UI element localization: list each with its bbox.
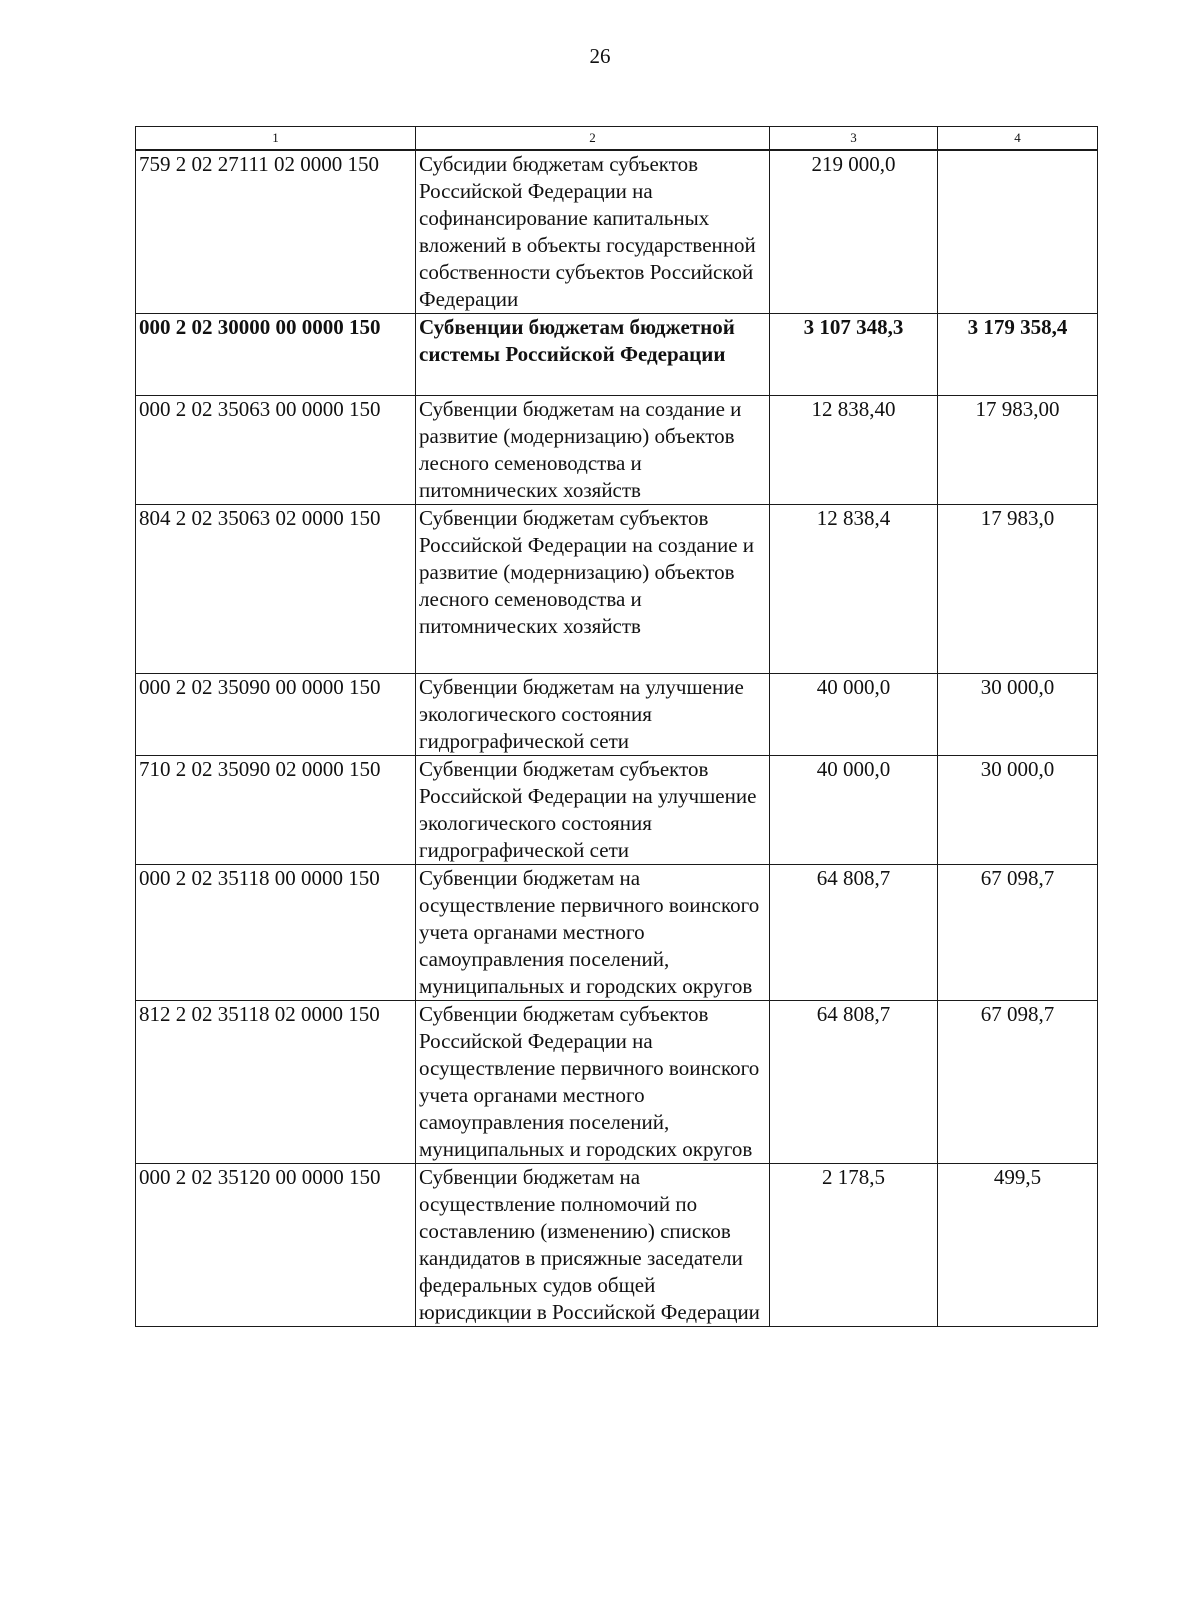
income-name: Субвенции бюджетам субъектов Российской Федерации на улучшение экологического состояния гидрографической сети: [416, 756, 770, 865]
income-name: Субвенции бюджетам бюджетной системы Российской Федерации: [416, 314, 770, 396]
budget-code: 710 2 02 35090 02 0000 150: [136, 756, 416, 865]
table-row: [136, 756, 1098, 865]
column-number-row: [136, 127, 1098, 151]
column-number-1: 1: [136, 127, 416, 151]
column-number-3: 3: [770, 127, 938, 151]
table-row: [136, 674, 1098, 756]
budget-code: 000 2 02 35118 00 0000 150: [136, 865, 416, 1001]
amount-col4: 67 098,7: [938, 865, 1098, 1001]
amount-col4: 17 983,00: [938, 396, 1098, 505]
table-row: [136, 150, 1098, 314]
income-name: Субвенции бюджетам на улучшение экологического состояния гидрографической сети: [416, 674, 770, 756]
amount-col3: 40 000,0: [770, 756, 938, 865]
income-name: Субсидии бюджетам субъектов Российской Федерации на софинансирование капитальных вложений в объекты государственной собственности субъектов Российской Федерации: [416, 150, 770, 314]
table-row: [136, 1001, 1098, 1164]
income-name: Субвенции бюджетам на осуществление полномочий по составлению (изменению) списков кандидатов в присяжные заседатели федеральных судов общей юрисдикции в Российской Федерации: [416, 1164, 770, 1327]
income-name: Субвенции бюджетам субъектов Российской Федерации на осуществление первичного воинского учета органами местного самоуправления поселений, муниципальных и городских округов: [416, 1001, 770, 1164]
amount-col4: 67 098,7: [938, 1001, 1098, 1164]
amount-col3: 3 107 348,3: [770, 314, 938, 396]
amount-col3: 64 808,7: [770, 865, 938, 1001]
budget-code: 812 2 02 35118 02 0000 150: [136, 1001, 416, 1164]
table-row: [136, 396, 1098, 505]
amount-col3: 12 838,40: [770, 396, 938, 505]
budget-code: 000 2 02 35063 00 0000 150: [136, 396, 416, 505]
budget-code: 000 2 02 35120 00 0000 150: [136, 1164, 416, 1327]
budget-code: 804 2 02 35063 02 0000 150: [136, 505, 416, 674]
column-number-2: 2: [416, 127, 770, 151]
page-number: 26: [589, 44, 611, 68]
table-row: [136, 1164, 1098, 1327]
amount-col3: 40 000,0: [770, 674, 938, 756]
amount-col4: 17 983,0: [938, 505, 1098, 674]
amount-col4: 30 000,0: [938, 756, 1098, 865]
budget-code: 000 2 02 35090 00 0000 150: [136, 674, 416, 756]
amount-col3: 2 178,5: [770, 1164, 938, 1327]
amount-col3: 219 000,0: [770, 150, 938, 314]
amount-col4: 30 000,0: [938, 674, 1098, 756]
table-row: [136, 505, 1098, 674]
budget-code: 000 2 02 30000 00 0000 150: [136, 314, 416, 396]
amount-col4: 499,5: [938, 1164, 1098, 1327]
amount-col4: 3 179 358,4: [938, 314, 1098, 396]
table-row: [136, 865, 1098, 1001]
column-number-4: 4: [938, 127, 1098, 151]
budget-code: 759 2 02 27111 02 0000 150: [136, 150, 416, 314]
amount-col4: [938, 150, 1098, 314]
budget-table: [135, 126, 1098, 1327]
income-name: Субвенции бюджетам на осуществление первичного воинского учета органами местного самоуправления поселений, муниципальных и городских округов: [416, 865, 770, 1001]
amount-col3: 12 838,4: [770, 505, 938, 674]
amount-col3: 64 808,7: [770, 1001, 938, 1164]
income-name: Субвенции бюджетам субъектов Российской Федерации на создание и развитие (модернизацию) объектов лесного семеноводства и питомнических хозяйств: [416, 505, 770, 674]
income-name: Субвенции бюджетам на создание и развитие (модернизацию) объектов лесного семеноводства и питомнических хозяйств: [416, 396, 770, 505]
table-row: [136, 314, 1098, 396]
